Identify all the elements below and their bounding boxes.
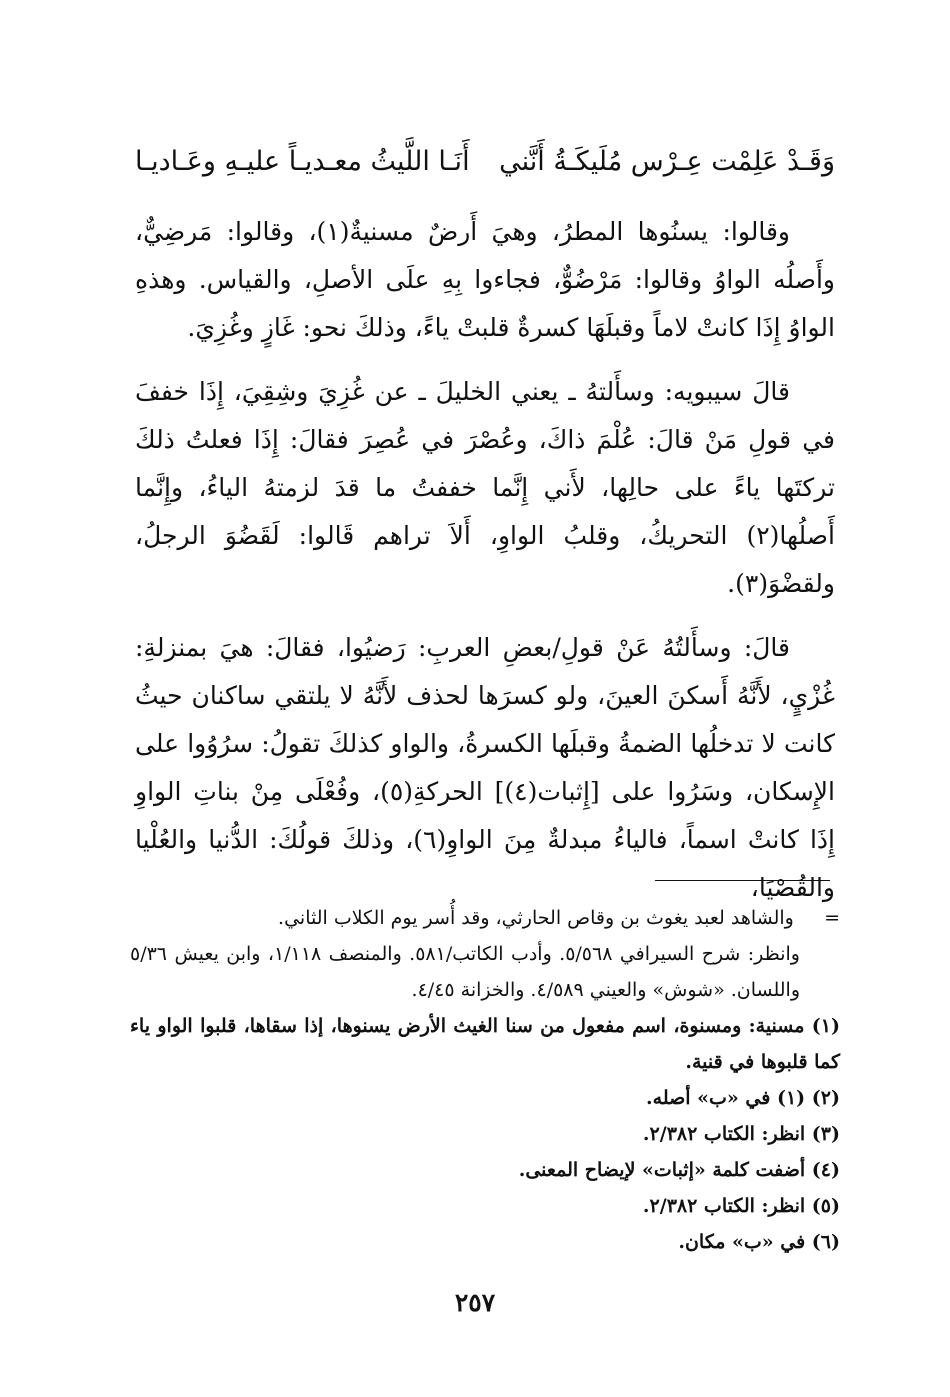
footnote-separator	[655, 880, 830, 881]
poetry-verse	[135, 140, 835, 184]
footnote-4: (٤) أضفت كلمة «إثبات» لإيضاح المعنى.	[518, 1159, 840, 1181]
page-number: ٢٥٧	[454, 1288, 496, 1317]
verse-right-hemistich: وَقَـدْ عَلِمْت عِـرْس مُلَيكَـةُ أَنَّني	[499, 146, 835, 177]
continuation-marker: =	[824, 907, 840, 929]
paragraph: وقالوا: يسنُوها المطرُ، وهيَ أَرضٌ مسنيةٌ(١)، وقالوا: مَرضِيٌّ، وأَصلُه الواوُ وقالوا: مَرْضُوٌّ، فجاءوا بِهِ علَى الأصلِ، والقياس. وهذهِ الواوُ إِذَا كانتْ لاماً وقبلَهَا كسرةٌ قلبتْ ياءً، وذلكَ نحو: غَازٍ وغُزِيَ.	[135, 217, 835, 342]
paragraph: قالَ: وسأَلتُهُ عَنْ قولِ/بعضِ العربِ: رَضيُوا، فقالَ: هيَ بمنزلةِ: غُزْيٍ، لأَنَّهُ أَسكنَ العينَ، ولو كسرَها لحذف لأَنَّهُ لا يلتقي ساكنان حيثُ كانت لا تدخلُها الضمةُ وقبلَها الكسرةُ، والواو كذلكَ تقولُ: سرُوُوا على الإِسكان، وسَرُوا على [إِثبات(٤)] الحركةِ(٥)، وفُعْلَى مِنْ بناتِ الواوِ إِذَا كانتْ اسماً، فالياءُ مبدلةٌ مِنَ الواوِ(٦)، وذلكَ قولُكَ: الدُّنيا والعُلْيا والقُصْيَا،	[135, 633, 835, 902]
paragraph: قالَ سيبويه: وسأَلتهُ ـ يعني الخليلَ ـ عن غُزِيَ وشِقِيَ، إِذَا خففَ في قولِ مَنْ قالَ: عُلْمَ ذاكَ، وعُصْرَ في عُصِرَ فقالَ: إِذَا فعلتُ ذلكَ تركتَها ياءً على حالِها، لأَني إِنَّما خففتُ ما قدَ لزمتهُ الياءُ، وإِنَّما أَصلُها(٢) التحريكُ، وقلبُ الواوِ، أَلاَ تراهم قَالوا: لَقَضُوَ الرجلُ، ولقضْوَ(٣).	[135, 377, 835, 598]
footnote-1: (١) مسنية: ومسنوة، اسم مفعول من سنا الغيث الأرض يسنوها، إذا سقاها، قلبوا الواو ياء كما قلبوها في قنية.	[130, 1015, 840, 1073]
footnote-2: (٢) (١) في «ب» أصله.	[646, 1087, 840, 1109]
footnote-continuation	[130, 900, 840, 936]
footnote-references: وانظر: شرح السيرافي ٥/٥٦٨. وأدب الكاتب/٥٨١. والمنصف ١/١١٨، وابن يعيش ٥/٣٦ واللسان. «شوش» والعيني ٤/٥٨٩. والخزانة ٤/٤٥.	[130, 943, 800, 1001]
continuation-line: والشاهد لعبد يغوث بن وقاص الحارثي، وقد أُسر يوم الكلاب الثاني.	[278, 907, 794, 929]
footnotes	[130, 900, 840, 1260]
main-text	[135, 208, 835, 928]
footnote-6: (٦) في «ب» مكان.	[678, 1231, 840, 1253]
verse-left-hemistich: أَنَـا اللَّيثُ معـديـاً عليـهِ وعَـاديـا	[135, 146, 470, 177]
footnote-3: (٣) انظر: الكتاب ٢/٣٨٢.	[642, 1123, 840, 1145]
footnote-5: (٥) انظر: الكتاب ٢/٣٨٢.	[642, 1195, 840, 1217]
